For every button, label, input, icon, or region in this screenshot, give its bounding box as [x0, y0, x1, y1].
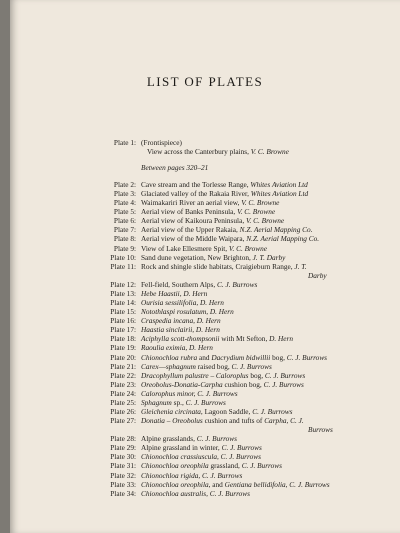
plate-label: Plate 28:	[110, 434, 136, 444]
frontispiece-credit: V. C. Browne	[250, 147, 289, 156]
plate-caption: Aerial view of Kaikoura Peninsula, V. C. Browne	[141, 216, 285, 226]
plates-list	[10, 0, 400, 533]
plate-label: Plate 12:	[110, 279, 136, 289]
plate-label: Plate 23:	[110, 379, 136, 389]
plate-label: Plate 33:	[110, 479, 136, 489]
plate-caption: Cave stream and the Torlesse Range, Whites Aviation Ltd	[141, 180, 308, 189]
plate-caption: Calorophus minor, C. J. Burrows	[141, 388, 238, 398]
plate-label: Plate 11:	[110, 261, 136, 271]
plate-caption: Alpine grasslands, C. J. Burrows	[141, 434, 238, 444]
plate-caption: Aerial view of the Upper Rakaia, N.Z. Aerial Mapping Co.	[141, 225, 313, 235]
plate-caption: Dracophyllum palustre – Caloroplus bog, C. J. Burrows	[141, 370, 306, 380]
plate-caption: Aerial view of Banks Peninsula, V. C. Browne	[141, 207, 276, 217]
plate-label: Plate 22:	[110, 370, 136, 380]
plate-label: Plate 30:	[110, 452, 136, 462]
plate-caption: Alpine grassland in winter, C. J. Burrows	[141, 443, 262, 453]
plate-label: Plate 16:	[110, 316, 136, 326]
plate-caption: Aciphylla scott-thompsonii with Mt Sefton, D. Hern	[141, 334, 294, 344]
plate-label: Plate 19:	[110, 343, 136, 353]
plate-label: Plate 13:	[110, 288, 136, 298]
plate-caption: Craspedia incana, D. Hern	[141, 316, 221, 326]
plate-caption: Chionochloa australis, C. J. Burrows	[141, 488, 250, 498]
plate-label: Plate 14:	[110, 298, 136, 308]
plate-caption: Ourisia sessilifolia, D. Hern	[141, 298, 224, 308]
plate-label: Plate 8:	[113, 234, 136, 244]
plate-label: Plate 20:	[110, 352, 136, 362]
plate-caption: Hebe Haastii, D. Hern	[141, 288, 208, 298]
plate-label: Plate 4:	[113, 198, 136, 208]
plate-caption: Oreobolus-Donatia-Carpha cushion bog, C. J. Burrows	[141, 379, 304, 389]
plate-label: Plate 21:	[110, 361, 136, 371]
plate-caption-continuation: Burrows	[308, 425, 333, 435]
plate-caption: Sand dune vegetation, New Brighton, J. T. Darby	[141, 252, 286, 262]
plate-label: Plate 27:	[110, 416, 136, 426]
plate-label: Plate 9:	[113, 243, 136, 253]
plate-caption: View of Lake Ellesmere Spit, V. C. Browne	[141, 243, 268, 253]
frontispiece-caption: View across the Canterbury plains, V. C. Browne	[147, 147, 289, 156]
plate-label: Plate 2:	[113, 180, 136, 189]
plate-label: Plate 18:	[110, 334, 136, 344]
plate-label: Plate 10:	[110, 252, 136, 262]
plate-label: Plate 32:	[110, 470, 136, 480]
plate-label: Plate 24:	[110, 388, 136, 398]
plate-caption: Haastia sinclairii, D. Hern	[141, 325, 220, 335]
plate-caption: Gleichenia circinata, Lagoon Saddle, C. J. Burrows	[141, 407, 293, 416]
plate-label: Plate 5:	[113, 207, 136, 217]
plate-caption: Donatia – Oreobolus cushion and tufts of Carpha, C. J.	[141, 416, 304, 426]
plate-label: Plate 6:	[113, 216, 136, 226]
plate-label: Plate 25:	[110, 397, 136, 407]
plate-caption: Notothlaspi rosulatum, D. Hern	[141, 307, 234, 317]
plate-caption: Chionochloa crassiuscula, C. J. Burrows	[141, 452, 261, 462]
plate-label: Plate 7:	[113, 225, 136, 235]
plate-label: Plate 15:	[110, 307, 136, 317]
plate-label: Plate 1:	[113, 138, 136, 147]
plate-caption: Carex—sphagnum raised bog, C. J. Burrows	[141, 361, 272, 371]
plate-label: Plate 3:	[113, 189, 136, 199]
plate-caption: Waimakariri River an aerial view, V. C. Browne	[141, 198, 280, 208]
plate-caption: Raoulia eximia, D. Hern	[141, 343, 213, 353]
plate-caption: Glaciated valley of the Rakaia River, Whites Aviation Ltd	[141, 189, 309, 199]
frontispiece-heading: (Frontispiece)	[141, 138, 182, 147]
plate-caption: Chionochloa rubra and Dacrydium bidwillii bog, C. J. Burrows	[141, 352, 328, 362]
plate-label: Plate 26:	[110, 407, 136, 416]
plate-caption-continuation: Darby	[308, 270, 327, 280]
plate-caption: Chionochloa oreophila grassland, C. J. Burrows	[141, 461, 282, 471]
book-page: LIST OF PLATES Plate 1: (Frontispiece) View across the Canterbury plains, V. C. Browne Between pages 320–21 Plate 2: Cave stream and the Torlesse Range, Whites Aviation Ltd Plate 3: Glaciated valley of the Rakaia River, Whites Aviation Ltd Plate 4: Waimakariri River an aerial view, V. C. Browne Plate 5: Aerial view of Banks Peninsula, V. C. Browne Plate 6: Aerial view of Kaikoura Peninsula, V. C. Browne Plate 7: Aerial view of the Upper Rakaia, N.Z. Aerial Mapping Co. Plate 8: Aerial view of the Middle Waipara, N.Z. Aerial Mapping Co. Plate 9: View of Lake Ellesmere Spit, V. C. Browne Plate 10: Sand dune vegetation, New Brighton, J. T. Darby Plate 11: Rock and shingle slide habitats, Craigieburn Range, J. T. Darby Plate 12: Fell-field, Southern Alps, C. J. Burrows Plate 13: Hebe Haastii, D. Hern Plate 14: Ourisia sessilifolia, D. Hern Plate 15: Notothlaspi rosulatum, D. Hern Plate 16: Craspedia incana, D. Hern Plate 17: Haastia sinclairii, D. Hern Plate 18: Aciphylla scott-thompsonii with Mt Sefton, D. Hern Plate 19: Raoulia eximia, D. Hern Plate 20: Chionochloa rubra and Dacrydium bidwillii bog, C. J. Burrows Plate 21: Carex—sphagnum raised bog, C. J. Burrows Plate 22: Dracophyllum palustre – Caloroplus bog, C. J. Burrows Plate 23: Oreobolus-Donatia-Carpha cushion bog, C. J. Burrows Plate 24: Calorophus minor, C. J. Burrows Plate 25: Sphagnum sp., C. J. Burrows Plate 26: Gleichenia circinata, Lagoon Saddle, C. J. Burrows Plate 27: Donatia – Oreobolus cushion and tufts of Carpha, C. J. Burrows Plate 28: Alpine grasslands, C. J. Burrows Plate 29: Alpine grassland in winter, C. J. Burrows Plate 30: Chionochloa crassiuscula, C. J. Burrows Plate 31: Chionochloa oreophila grassland, C. J. Burrows Plate 32: Chionochloa rigida, C. J. Burrows Plate 33: Chionochloa oreophila, and Gentiana bellidifolia, C. J. Burrows Plate 34: Chionochloa australis, C. J. Burrows	[10, 0, 400, 533]
plate-label: Plate 34:	[110, 488, 136, 498]
plate-caption: Rock and shingle slide habitats, Craigieburn Range, J. T.	[141, 261, 307, 271]
plate-caption: Aerial view of the Middle Waipara, N.Z. Aerial Mapping Co.	[141, 234, 320, 244]
plate-label: Plate 17:	[110, 325, 136, 335]
plate-caption: Fell-field, Southern Alps, C. J. Burrows	[141, 279, 258, 289]
plate-caption: Chionochloa rigida, C. J. Burrows	[141, 470, 243, 480]
plate-label: Plate 29:	[110, 443, 136, 453]
plate-caption: Sphagnum sp., C. J. Burrows	[141, 397, 226, 407]
plate-label: Plate 31:	[110, 461, 136, 471]
page-title: LIST OF PLATES	[146, 74, 264, 89]
plate-caption: Chionochloa oreophila, and Gentiana bellidifolia, C. J. Burrows	[141, 479, 330, 489]
